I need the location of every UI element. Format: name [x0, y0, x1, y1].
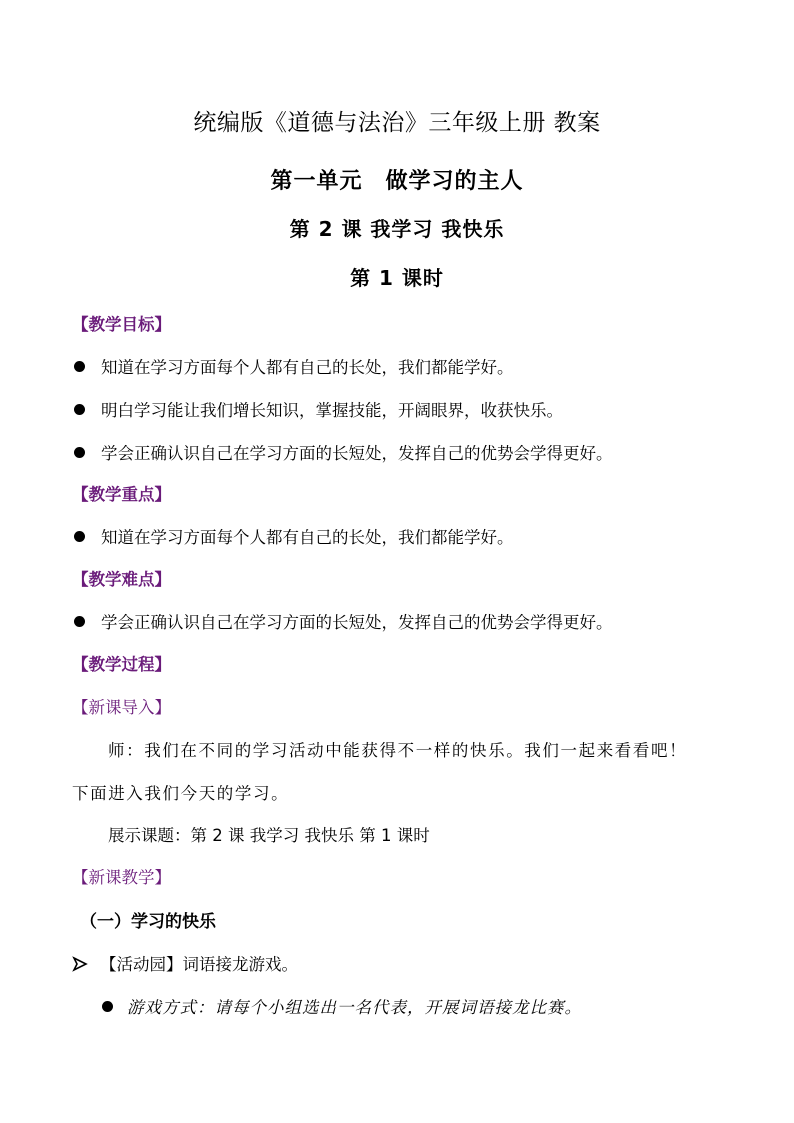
key-point-text: 知道在学习方面每个人都有自己的长处，我们都能学好。 — [101, 528, 514, 547]
teaching-heading: 【新课教学】 — [72, 868, 171, 887]
intro-paragraph-line2: 下面进入我们今天的学习。 — [72, 784, 290, 803]
objective-text: 知道在学习方面每个人都有自己的长处，我们都能学好。 — [101, 358, 514, 377]
difficulty-text: 学会正确认识自己在学习方面的长短处，发挥自己的优势会学得更好。 — [101, 613, 613, 632]
activity-item — [72, 954, 298, 976]
key-point-item — [74, 527, 514, 549]
objectives-heading: 【教学目标】 — [72, 315, 171, 334]
bullet-icon — [74, 361, 85, 372]
document-title: 统编版《道德与法治》三年级上册 教案 — [193, 110, 601, 136]
key-points-heading: 【教学重点】 — [72, 485, 171, 504]
difficulties-heading: 【教学难点】 — [72, 570, 171, 589]
arrow-bullet-icon — [72, 956, 88, 972]
bullet-icon — [74, 404, 85, 415]
game-rule-item — [102, 997, 582, 1019]
lesson-title: 第 2 课 我学习 我快乐 — [289, 217, 505, 241]
objective-item — [74, 400, 563, 422]
objective-text: 明白学习能让我们增长知识，掌握技能，开阔眼界，收获快乐。 — [101, 401, 563, 420]
bullet-icon — [74, 531, 85, 542]
objective-item — [74, 357, 514, 379]
game-rule-text: 游戏方式：请每个小组选出一名代表，开展词语接龙比赛。 — [127, 998, 582, 1017]
period-title: 第 1 课时 — [350, 266, 444, 290]
process-heading: 【教学过程】 — [72, 655, 171, 674]
objective-text: 学会正确认识自己在学习方面的长短处，发挥自己的优势会学得更好。 — [101, 444, 613, 463]
unit-title: 第一单元 做学习的主人 — [270, 169, 524, 194]
bullet-icon — [74, 616, 85, 627]
section-title: （一）学习的快乐 — [80, 912, 216, 932]
show-title-text: 展示课题：第 2 课 我学习 我快乐 第 1 课时 — [108, 826, 430, 845]
intro-paragraph-line1: 师：我们在不同的学习活动中能获得不一样的快乐。我们一起来看看吧！ — [108, 741, 688, 760]
objective-item — [74, 443, 613, 465]
difficulty-item — [74, 612, 613, 634]
bullet-icon — [74, 447, 85, 458]
activity-text: 【活动园】词语接龙游戏。 — [100, 955, 298, 974]
bullet-icon — [102, 1001, 113, 1012]
intro-heading: 【新课导入】 — [72, 698, 171, 717]
